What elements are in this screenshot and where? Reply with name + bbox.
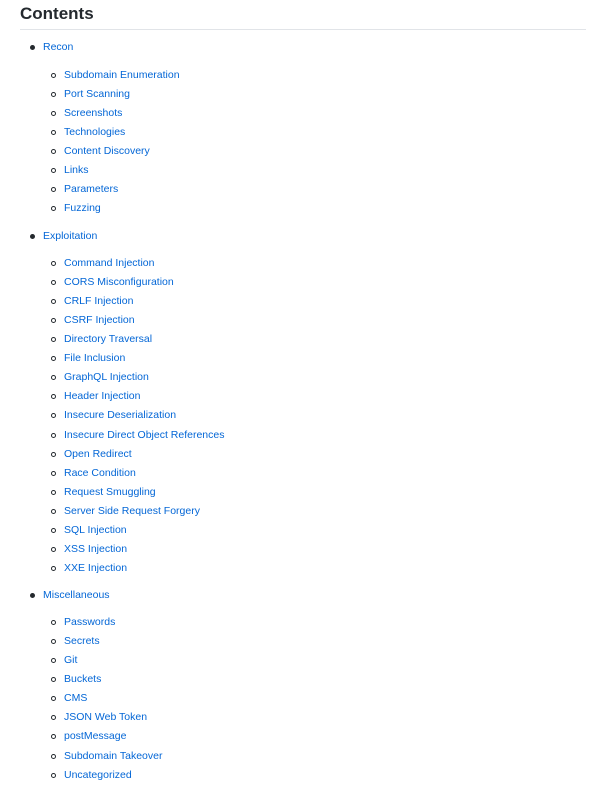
toc-item [51, 104, 122, 122]
link-port-scanning[interactable]: Port Scanning [64, 88, 130, 100]
bullet-circle-icon [51, 658, 56, 663]
toc-item [51, 85, 130, 103]
link-buckets[interactable]: Buckets [64, 673, 102, 685]
link-request-smuggling[interactable]: Request Smuggling [64, 486, 156, 498]
toc-item [51, 651, 77, 669]
bullet-circle-icon [51, 261, 56, 266]
toc-item [51, 727, 126, 745]
toc-section-recon [30, 38, 73, 56]
link-recon[interactable]: Recon [43, 41, 74, 53]
bullet-disc-icon [30, 234, 35, 239]
toc-item [51, 766, 132, 784]
toc-item [51, 670, 101, 688]
bullet-circle-icon [51, 715, 56, 720]
link-fuzzing[interactable]: Fuzzing [64, 202, 101, 214]
bullet-circle-icon [51, 528, 56, 533]
link-race-condition[interactable]: Race Condition [64, 467, 136, 479]
bullet-circle-icon [51, 490, 56, 495]
bullet-circle-icon [51, 452, 56, 457]
link-subdomain-enumeration[interactable]: Subdomain Enumeration [64, 69, 180, 81]
link-passwords[interactable]: Passwords [64, 616, 116, 628]
bullet-circle-icon [51, 773, 56, 778]
link-subdomain-takeover[interactable]: Subdomain Takeover [64, 750, 163, 762]
bullet-circle-icon [51, 394, 56, 399]
link-cms[interactable]: CMS [64, 692, 88, 704]
bullet-circle-icon [51, 620, 56, 625]
link-content-discovery[interactable]: Content Discovery [64, 145, 150, 157]
link-screenshots[interactable]: Screenshots [64, 107, 123, 119]
toc-item [51, 521, 127, 539]
toc-item [51, 311, 135, 329]
link-xss-injection[interactable]: XSS Injection [64, 543, 128, 555]
bullet-disc-icon [30, 593, 35, 598]
bullet-circle-icon [51, 280, 56, 285]
toc-item [51, 330, 152, 348]
link-uncategorized[interactable]: Uncategorized [64, 769, 132, 781]
link-miscellaneous[interactable]: Miscellaneous [43, 589, 110, 601]
bullet-circle-icon [51, 677, 56, 682]
toc-item [51, 349, 125, 367]
toc-section-miscellaneous [30, 586, 110, 604]
toc-item [51, 540, 127, 558]
bullet-circle-icon [51, 299, 56, 304]
toc-item [51, 559, 127, 577]
link-open-redirect[interactable]: Open Redirect [64, 448, 132, 460]
link-insecure-deserialization[interactable]: Insecure Deserialization [64, 409, 177, 421]
toc-item [51, 747, 162, 765]
link-xxe-injection[interactable]: XXE Injection [64, 562, 128, 574]
link-csrf-injection[interactable]: CSRF Injection [64, 314, 135, 326]
bullet-circle-icon [51, 111, 56, 116]
toc-item [51, 292, 133, 310]
toc-item [51, 123, 125, 141]
link-file-inclusion[interactable]: File Inclusion [64, 352, 126, 364]
bullet-disc-icon [30, 45, 35, 50]
bullet-circle-icon [51, 734, 56, 739]
toc-item [51, 426, 224, 444]
link-postmessage[interactable]: postMessage [64, 730, 127, 742]
bullet-circle-icon [51, 754, 56, 759]
toc-item [51, 613, 115, 631]
toc-item [51, 66, 180, 84]
link-git[interactable]: Git [64, 654, 78, 666]
bullet-circle-icon [51, 130, 56, 135]
toc-item [51, 464, 136, 482]
toc-item [51, 406, 176, 424]
bullet-circle-icon [51, 356, 56, 361]
link-secrets[interactable]: Secrets [64, 635, 100, 647]
link-server-side-request-forgery[interactable]: Server Side Request Forgery [64, 505, 200, 517]
page-title: Contents [20, 2, 586, 30]
link-parameters[interactable]: Parameters [64, 183, 119, 195]
link-graphql-injection[interactable]: GraphQL Injection [64, 371, 149, 383]
bullet-circle-icon [51, 92, 56, 97]
bullet-circle-icon [51, 413, 56, 418]
link-json-web-token[interactable]: JSON Web Token [64, 711, 148, 723]
toc-item [51, 483, 156, 501]
bullet-circle-icon [51, 433, 56, 438]
toc-item [51, 254, 154, 272]
bullet-circle-icon [51, 206, 56, 211]
link-technologies[interactable]: Technologies [64, 126, 126, 138]
bullet-circle-icon [51, 639, 56, 644]
toc-item [51, 689, 87, 707]
bullet-circle-icon [51, 566, 56, 571]
bullet-circle-icon [51, 149, 56, 154]
link-exploitation[interactable]: Exploitation [43, 230, 98, 242]
link-links[interactable]: Links [64, 164, 89, 176]
toc-item [51, 180, 118, 198]
link-insecure-direct-object-references[interactable]: Insecure Direct Object References [64, 429, 225, 441]
toc-item [51, 368, 149, 386]
bullet-circle-icon [51, 375, 56, 380]
toc-item [51, 199, 101, 217]
link-crlf-injection[interactable]: CRLF Injection [64, 295, 134, 307]
link-command-injection[interactable]: Command Injection [64, 257, 155, 269]
toc-item [51, 273, 174, 291]
bullet-circle-icon [51, 73, 56, 78]
toc-item [51, 445, 132, 463]
link-cors-misconfiguration[interactable]: CORS Misconfiguration [64, 276, 174, 288]
toc-item [51, 632, 100, 650]
bullet-circle-icon [51, 547, 56, 552]
link-sql-injection[interactable]: SQL Injection [64, 524, 127, 536]
toc-item [51, 142, 150, 160]
bullet-circle-icon [51, 337, 56, 342]
toc-item [51, 502, 200, 520]
bullet-circle-icon [51, 168, 56, 173]
bullet-circle-icon [51, 318, 56, 323]
bullet-circle-icon [51, 187, 56, 192]
link-header-injection[interactable]: Header Injection [64, 390, 141, 402]
toc-item [51, 708, 147, 726]
toc-item [51, 387, 140, 405]
toc-item [51, 161, 89, 179]
bullet-circle-icon [51, 696, 56, 701]
bullet-circle-icon [51, 471, 56, 476]
bullet-circle-icon [51, 509, 56, 514]
toc-section-exploitation [30, 227, 97, 245]
link-directory-traversal[interactable]: Directory Traversal [64, 333, 153, 345]
